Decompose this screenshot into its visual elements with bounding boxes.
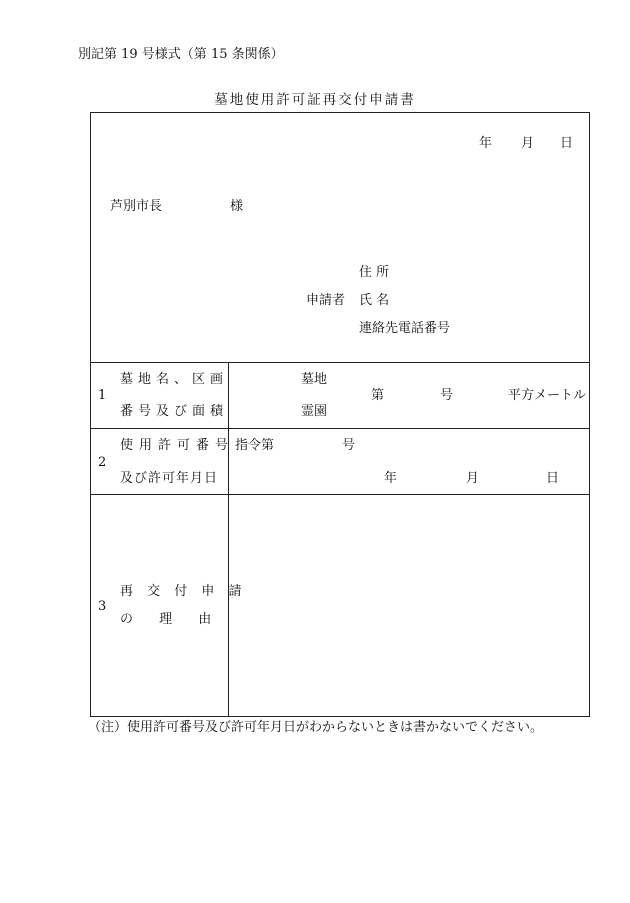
lot-number-suffix: 号 [440,388,454,403]
honorific: 様 [230,199,244,214]
footnote: （注）使用許可番号及び許可年月日がわからないときは書かないでください。 [88,720,544,735]
date-day-label: 日 [560,136,574,151]
permit-number-suffix: 号 [342,438,356,453]
date-month-label: 月 [521,136,535,151]
row-label-line1: 再 交 付 申 請 [120,584,247,599]
section-divider [90,362,590,363]
document-title: 墓地使用許可証再交付申請書 [214,92,416,108]
date-year-label: 年 [479,136,493,151]
row-number: 2 [98,455,107,470]
row-label-line2: の 理 由 [120,612,212,627]
row-number: 3 [98,599,107,614]
form-number-label: 別記第 19 号様式（第 15 条関係） [78,47,284,62]
area-unit-label: 平方メートル [508,388,587,403]
address-label: 住 所 [359,265,390,280]
row-number: 1 [98,388,107,403]
cemetery-label: 墓地 [301,372,328,387]
permit-date-month: 月 [466,471,480,486]
phone-label: 連絡先電話番号 [359,321,451,336]
permit-date-year: 年 [384,471,398,486]
row-label-line1: 墓地名、区画 [120,372,229,387]
addressee: 芦別市長 [110,199,163,214]
reien-label: 霊園 [301,404,328,419]
row-label-line1: 使用許可番号 [120,438,235,453]
permit-number-prefix: 指令第 [235,438,275,453]
row-label-line2: 番号及び面積 [120,404,229,419]
lot-number-prefix: 第 [371,388,385,403]
name-label: 氏 名 [359,293,390,308]
applicant-label: 申請者 [306,293,346,308]
row-label-line2: 及び許可年月日 [120,471,219,486]
permit-date-day: 日 [546,471,560,486]
row-divider [90,494,590,495]
row-divider [90,428,590,429]
column-divider [228,362,229,717]
